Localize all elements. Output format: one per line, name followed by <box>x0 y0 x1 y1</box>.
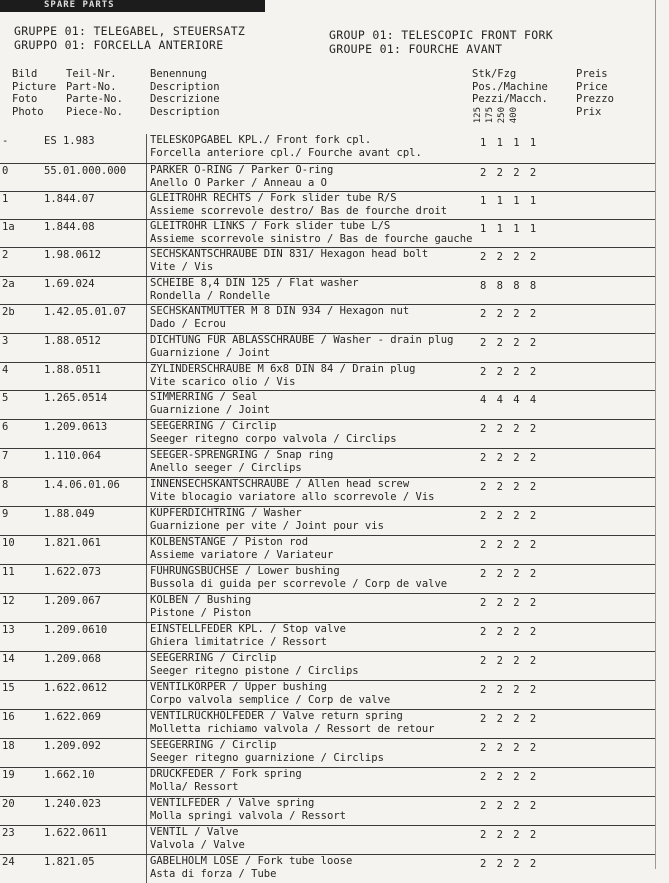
part-no: 1.4.06.01.06 <box>44 479 120 491</box>
table-row <box>0 681 655 710</box>
table-row <box>0 305 655 334</box>
quantity: 2 2 2 2 <box>480 423 539 435</box>
part-no: 1.42.05.01.07 <box>44 306 127 318</box>
picture-no: 13 <box>2 624 15 636</box>
picture-no: 2 <box>2 249 9 261</box>
table-row <box>0 710 655 739</box>
quantity: 2 2 2 2 <box>480 366 539 378</box>
part-no: 1.209.092 <box>44 740 101 752</box>
quantity: 2 2 2 2 <box>480 829 539 841</box>
picture-no: 5 <box>2 392 9 404</box>
quantity: 2 2 2 2 <box>480 655 539 667</box>
picture-no: 16 <box>2 711 15 723</box>
table-row <box>0 220 655 248</box>
description: INNENSECHSKANTSCHRAUBE / Allen head screw Vite blocagio variatore allo scorrevole / Vis <box>150 478 435 503</box>
table-row <box>0 134 655 164</box>
part-no: ES 1.983 <box>44 135 95 147</box>
table-row <box>0 652 655 681</box>
part-no: 1.209.0610 <box>44 624 108 636</box>
part-no: 1.265.0514 <box>44 392 108 404</box>
table-row <box>0 478 655 507</box>
picture-no: 19 <box>2 769 15 781</box>
part-no: 55.01.000.000 <box>44 165 127 177</box>
part-no: 1.69.024 <box>44 278 95 290</box>
picture-no: 18 <box>2 740 15 752</box>
table-row <box>0 391 655 420</box>
part-no: 1.844.08 <box>44 221 95 233</box>
description: VENTIL / Valve Valvola / Valve <box>150 826 245 851</box>
part-no: 1.88.0511 <box>44 364 101 376</box>
model-label: 125 <box>473 107 483 124</box>
description: VENTILFEDER / Valve spring Molla springi valvola / Ressort <box>150 797 346 822</box>
brand-bar <box>0 0 265 12</box>
table-row <box>0 797 655 826</box>
table-row <box>0 826 655 855</box>
model-label: 400 <box>509 107 519 124</box>
group-title-it: GRUPPO 01: FORCELLA ANTERIORE <box>14 38 224 52</box>
description: SIMMERRING / Seal Guarnizione / Joint <box>150 391 271 416</box>
picture-no: 7 <box>2 450 9 462</box>
part-no: 1.240.023 <box>44 798 101 810</box>
description: TELESKOPGABEL KPL./ Front fork cpl. Forcella anteriore cpl./ Fourche avant cpl. <box>150 134 422 159</box>
quantity: 2 2 2 2 <box>480 626 539 638</box>
description: GLEITROHR LINKS / Fork slider tube L/S Assieme scorrevole sinistro / Bas de fourche gauche <box>150 220 473 245</box>
quantity: 2 2 2 2 <box>480 858 539 870</box>
quantity: 2 2 2 2 <box>480 510 539 522</box>
group-title-de: GRUPPE 01: TELEGABEL, STEUERSATZ <box>14 24 246 38</box>
quantity: 2 2 2 2 <box>480 684 539 696</box>
picture-no: 1 <box>2 193 9 205</box>
part-no: 1.209.068 <box>44 653 101 665</box>
picture-no: 3 <box>2 335 9 347</box>
part-no: 1.209.0613 <box>44 421 108 433</box>
picture-no: 10 <box>2 537 15 549</box>
quantity: 2 2 2 2 <box>480 597 539 609</box>
model-label: 250 <box>497 107 507 124</box>
part-no: 1.844.07 <box>44 193 95 205</box>
quantity: 2 2 2 2 <box>480 452 539 464</box>
description: SEEGERRING / Circlip Seeger ritegno corpo valvola / Circlips <box>150 420 397 445</box>
picture-no: 9 <box>2 508 9 520</box>
picture-no: - <box>2 135 9 147</box>
quantity: 4 4 4 4 <box>480 394 539 406</box>
table-row <box>0 768 655 797</box>
column-header-price: Preis Price Prezzo Prix <box>576 68 614 118</box>
description: VENTILRÜCKHOLFEDER / Valve return spring Molletta richiamo valvola / Ressort de retour <box>150 710 435 735</box>
table-row <box>0 536 655 565</box>
description: VENTILKÖRPER / Upper bushing Corpo valvola semplice / Corp de valve <box>150 681 391 706</box>
picture-no: 0 <box>2 165 9 177</box>
quantity: 2 2 2 2 <box>480 251 539 263</box>
quantity: 2 2 2 2 <box>480 308 539 320</box>
description: GABELHOLM LOSE / Fork tube loose Asta di forza / Tube <box>150 855 353 880</box>
part-no: 1.622.0612 <box>44 682 108 694</box>
quantity: 2 2 2 2 <box>480 539 539 551</box>
part-no: 1.622.069 <box>44 711 101 723</box>
quantity: 8 8 8 8 <box>480 280 539 292</box>
description: SEEGER-SPRENGRING / Snap ring Anello seeger / Circlips <box>150 449 334 474</box>
quantity: 2 2 2 2 <box>480 337 539 349</box>
quantity: 2 2 2 2 <box>480 771 539 783</box>
group-title-fr: GROUPE 01: FOURCHE AVANT <box>329 42 503 56</box>
description: KOLBEN / Bushing Pistone / Piston <box>150 594 252 619</box>
picture-no: 14 <box>2 653 15 665</box>
part-no: 1.622.073 <box>44 566 101 578</box>
description: DRUCKFEDER / Fork spring Molla/ Ressort <box>150 768 302 793</box>
part-no: 1.821.05 <box>44 856 95 868</box>
column-header-description: Benennung Description Descrizione Description <box>150 68 220 118</box>
part-no: 1.88.0512 <box>44 335 101 347</box>
description: GLEITROHR RECHTS / Fork slider tube R/S Assieme scorrevole destro/ Bas de fourche droit <box>150 192 448 217</box>
quantity: 1 1 1 1 <box>480 223 539 235</box>
part-no: 1.88.049 <box>44 508 95 520</box>
quantity: 2 2 2 2 <box>480 800 539 812</box>
description: SECHSKANTSCHRAUBE DIN 831/ Hexagon head bolt Vite / Vis <box>150 248 429 273</box>
description: FÜHRUNGSBÜCHSE / Lower bushing Bussola di guida per scorrevole / Corp de valve <box>150 565 448 590</box>
table-row <box>0 334 655 363</box>
table-row <box>0 565 655 594</box>
column-header-quantity: Stk/Fzg Pos./Machine Pezzi/Macch. <box>472 68 548 105</box>
page-border <box>655 0 656 869</box>
quantity: 2 2 2 2 <box>480 481 539 493</box>
table-row <box>0 420 655 449</box>
description: SEEGERRING / Circlip Seeger ritegno guarnizione / Circlips <box>150 739 384 764</box>
picture-no: 20 <box>2 798 15 810</box>
quantity: 1 1 1 1 <box>480 195 539 207</box>
table-row <box>0 164 655 192</box>
column-header-part-no: Teil-Nr. Part-No. Parte-No. Piece-No. <box>66 68 123 118</box>
table-row <box>0 623 655 652</box>
description: SECHSKANTMUTTER M 8 DIN 934 / Hexagon nut Dado / Ecrou <box>150 305 410 330</box>
picture-no: 2b <box>2 306 15 318</box>
table-row <box>0 277 655 305</box>
part-no: 1.98.0612 <box>44 249 101 261</box>
description: SEEGERRING / Circlip Seeger ritegno pistone / Circlips <box>150 652 359 677</box>
table-row <box>0 449 655 478</box>
table-row <box>0 363 655 391</box>
brand-label: SPARE PARTS <box>44 0 115 10</box>
part-no: 1.622.0611 <box>44 827 108 839</box>
table-row <box>0 192 655 220</box>
quantity: 2 2 2 2 <box>480 167 539 179</box>
column-header-bild: Bild Picture Foto Photo <box>12 68 57 118</box>
description: PARKER O-RING / Parker O-ring Anello O Parker / Anneau a O <box>150 164 334 189</box>
quantity: 1 1 1 1 <box>480 137 539 149</box>
group-title-en: GROUP 01: TELESCOPIC FRONT FORK <box>329 28 553 42</box>
table-row <box>0 594 655 623</box>
description: EINSTELLFEDER KPL. / Stop valve Ghiera limitatrice / Ressort <box>150 623 346 648</box>
picture-no: 2a <box>2 278 15 290</box>
quantity: 2 2 2 2 <box>480 742 539 754</box>
picture-no: 11 <box>2 566 15 578</box>
table-row <box>0 507 655 536</box>
description: ZYLINDERSCHRAUBE M 6x8 DIN 84 / Drain plug Vite scarico olio / Vis <box>150 363 416 388</box>
description: KUPFERDICHTRING / Washer Guarnizione per vite / Joint pour vis <box>150 507 384 532</box>
parts-table <box>0 134 655 883</box>
model-label: 175 <box>485 107 495 124</box>
part-no: 1.662.10 <box>44 769 95 781</box>
picture-no: 23 <box>2 827 15 839</box>
model-columns <box>473 107 520 123</box>
table-row <box>0 855 655 883</box>
picture-no: 6 <box>2 421 9 433</box>
part-no: 1.821.061 <box>44 537 101 549</box>
quantity: 2 2 2 2 <box>480 568 539 580</box>
table-row <box>0 248 655 277</box>
description: KOLBENSTANGE / Piston rod Assieme variatore / Variateur <box>150 536 334 561</box>
picture-no: 24 <box>2 856 15 868</box>
picture-no: 8 <box>2 479 9 491</box>
part-no: 1.110.064 <box>44 450 101 462</box>
picture-no: 1a <box>2 221 15 233</box>
part-no: 1.209.067 <box>44 595 101 607</box>
table-row <box>0 739 655 768</box>
picture-no: 15 <box>2 682 15 694</box>
description: DICHTUNG FÜR ABLASSCHRAUBE / Washer - drain plug Guarnizione / Joint <box>150 334 454 359</box>
description: SCHEIBE 8,4 DIN 125 / Flat washer Rondella / Rondelle <box>150 277 359 302</box>
picture-no: 4 <box>2 364 9 376</box>
quantity: 2 2 2 2 <box>480 713 539 725</box>
picture-no: 12 <box>2 595 15 607</box>
